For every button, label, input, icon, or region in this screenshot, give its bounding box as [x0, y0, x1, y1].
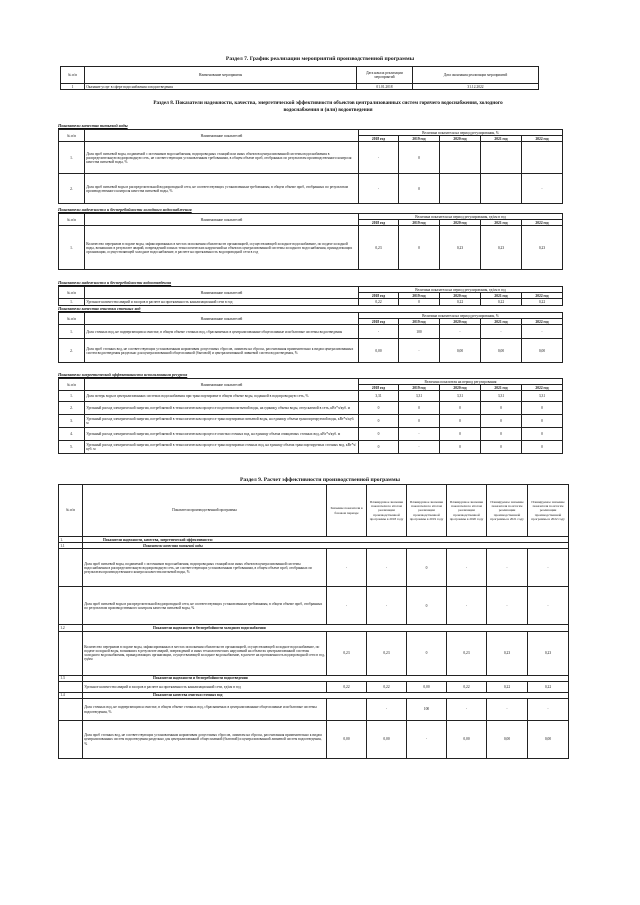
g5-table	[58, 378, 563, 454]
year-header: 2021 год	[481, 220, 522, 226]
section7-title: Раздел 7. График реализации мероприятий производственной программы	[225, 56, 415, 62]
year-header: 2022 год	[522, 293, 563, 299]
value-cell	[440, 142, 481, 174]
s9-value: -	[528, 587, 569, 625]
s9-row-text: Доля проб питьевой воды, подаваемой с источников водоснабжения, водопроводных станций или иных объектов централизованной системы водоснабжения в распределительную водопроводную сеть, не соответствующих установленным требованиям, в общем объеме проб, отобранных по результатам производственного контроля качества питьевой воды, %	[83, 549, 327, 587]
row-text: Удельное количество аварий и засоров в расчете на протяженность канализационной сети в год	[85, 299, 359, 305]
s9-head-base: Значение показателя в базовом периоде	[327, 485, 367, 537]
s7-head-name: Наименование мероприятия	[85, 67, 357, 84]
s9-value: -	[487, 549, 528, 587]
row-text: Доля потерь воды в централизованных системах водоснабжения при транспортировке в общем объеме воды, поданной в водопроводную сеть, %	[85, 391, 359, 402]
s9-group-num: 1.2	[59, 625, 83, 631]
s9-value: 0,00	[327, 721, 367, 759]
s9-value: 0,22	[447, 681, 487, 692]
section9-table	[58, 484, 569, 759]
value-cell: 3,31	[440, 391, 481, 402]
s9-group-num: 1.3	[59, 675, 83, 681]
value-cell: 0	[440, 402, 481, 415]
row-num: 4.	[59, 428, 85, 441]
value-cell: 0	[359, 415, 399, 428]
s9-value: 0,00	[487, 721, 528, 759]
g3-table	[58, 286, 563, 306]
s9-value: 0	[407, 631, 447, 675]
year-header: 2019 год	[399, 220, 440, 226]
value-cell: 0	[522, 428, 563, 441]
s9-value: -	[447, 699, 487, 721]
value-cell: 0	[359, 441, 399, 454]
s7-head-num: № п/п	[61, 67, 85, 84]
s9-value: -	[407, 721, 447, 759]
g4-subtitle: Показатели качества очистки сточных вод	[58, 306, 141, 311]
year-header: 2020 год	[440, 319, 481, 325]
value-cell: 0,00	[359, 339, 399, 363]
value-cell: 0,23	[440, 226, 481, 270]
value-cell: 0	[481, 441, 522, 454]
value-cell: 0	[481, 415, 522, 428]
s9-row-text: Доля проб сточных вод, не соответствующих установленным нормативам допустимых сбросов, лимитам на сбросы, рассчитанная применительно к видам централизованных систем водоотведения раздельно для централизованной общесплавной (бытовой) и централизованной ливневой систем водоотведения, %	[83, 721, 327, 759]
row-num: 1.	[59, 391, 85, 402]
g3-subtitle: Показатели надежности и бесперебойности водоотведения	[58, 280, 172, 285]
g1-subtitle: Показатели качества питьевой воды	[58, 123, 128, 128]
row-text: Удельный расход электрической энергии, потребляемой в технологическом процессе подготовки питьевой воды, на единицу объема воды, отпускаемой в сеть, кВт*ч/куб. м	[85, 402, 359, 415]
row-text: Количество перерывов в подаче воды, зафиксированных в местах исполнения обязательств организацией, осуществляющей холодное водоснабжение, по подаче холодной воды, возникших в результате аварий, повреждений и иных технологических нарушений на объектах централизованной системы холодного водоснабжения, принадлежащих организации, осуществляющей холодное водоснабжение, в расчете на протяженность водопроводной сети в год	[85, 226, 359, 270]
row-text: Удельный расход электрической энергии, потребляемой в технологическом процессе транспортировки сточных вод, на единицу объема транспортируемых сточных вод, кВт*ч/куб. м	[85, 441, 359, 454]
g2-table	[58, 213, 563, 270]
year-header: 2018 год	[359, 136, 399, 142]
s9-group-num: 1.	[59, 537, 83, 543]
s9-num	[59, 681, 83, 692]
value-cell: 0,00	[481, 339, 522, 363]
value-cell: 0	[522, 402, 563, 415]
value-cell: -	[399, 339, 440, 363]
row-text: Доля проб питьевой воды, подаваемой с источников водоснабжения, водопроводных станций или иных объектов централизованной системы водоснабжения в распределительную водопроводную сеть, не соответствующих установленным требованиям, в общем объеме проб, отобранных по результатам производственного контроля качества питьевой воды, %	[85, 142, 359, 174]
s9-value: 0,22	[528, 681, 569, 692]
period-header: Величина показателя на период регулирования, ед/км в год	[359, 214, 563, 220]
value-cell: 0	[399, 299, 440, 305]
value-cell: -	[522, 325, 563, 339]
year-header: 2022 год	[522, 319, 563, 325]
value-cell: 0	[399, 415, 440, 428]
s9-value: 0,23	[528, 631, 569, 675]
value-cell: 0	[440, 415, 481, 428]
s9-value: -	[367, 549, 407, 587]
year-header: 2020 год	[440, 385, 481, 391]
value-cell: 0,00	[522, 339, 563, 363]
value-cell: 0,00	[440, 339, 481, 363]
s9-value: 0,22	[487, 681, 528, 692]
period-header: Величина показателя на период регулирования, %	[359, 130, 563, 136]
s7-cell: Оказание услуг в сфере водоснабжения и водоотведения	[85, 84, 357, 90]
g2-subtitle: Показатели надежности и бесперебойности холодного водоснабжения	[58, 207, 192, 212]
s9-value: 0,23	[367, 631, 407, 675]
row-num: 2.	[59, 339, 85, 363]
s9-value: -	[327, 549, 367, 587]
value-cell: 3,31	[522, 391, 563, 402]
g4-table	[58, 312, 563, 363]
value-cell: 0,23	[481, 226, 522, 270]
s9-value: -	[487, 587, 528, 625]
value-cell: 0	[359, 402, 399, 415]
row-text: Удельный расход электрической энергии, потребляемой в технологическом процессе очистки сточных вод, на единицу объема очищаемых сточных вод, кВт*ч/куб. м	[85, 428, 359, 441]
row-num: 3.	[59, 415, 85, 428]
period-header: Величина показателя на период регулирования, ед/км в год	[359, 287, 563, 293]
year-header: 2021 год	[481, 319, 522, 325]
s9-head-plan: Планируемое значение показателя по итогам реализации производственной программы в 2021 году	[487, 485, 528, 537]
value-cell: 0	[399, 226, 440, 270]
s9-head-plan: Планируемое значение показателя по итогам реализации производственной программы в 2019 году	[407, 485, 447, 537]
value-cell: 0	[399, 142, 440, 174]
s9-group-title: Показатели надежности и бесперебойности холодного водоснабжения	[83, 625, 569, 631]
s9-value: 0,00	[528, 721, 569, 759]
year-header: 2019 год	[399, 136, 440, 142]
s9-value: 0,00	[447, 721, 487, 759]
year-header: 2020 год	[440, 136, 481, 142]
value-cell	[440, 174, 481, 204]
value-cell: 0,22	[481, 299, 522, 305]
s9-num	[59, 721, 83, 759]
value-cell: -	[359, 174, 399, 204]
year-header: 2018 год	[359, 385, 399, 391]
row-num: 2.	[59, 174, 85, 204]
year-header: 2018 год	[359, 319, 399, 325]
value-cell	[481, 174, 522, 204]
g1-table	[58, 129, 563, 204]
year-header: 2021 год	[481, 293, 522, 299]
year-header: 2022 год	[522, 136, 563, 142]
value-cell: 0	[440, 428, 481, 441]
num-header: № п/п	[59, 379, 85, 391]
year-header: 2019 год	[399, 293, 440, 299]
value-cell: 0,22	[522, 299, 563, 305]
row-num: 5.	[59, 441, 85, 454]
year-header: 2022 год	[522, 220, 563, 226]
value-cell	[522, 142, 563, 174]
value-cell: 0	[399, 174, 440, 204]
s9-value: 0,22	[367, 681, 407, 692]
s7-cell: 31.12.2022	[413, 84, 539, 90]
value-cell: 3,31	[481, 391, 522, 402]
value-cell	[481, 142, 522, 174]
value-cell: 0	[359, 428, 399, 441]
s9-row-text: Доля сточных вод, не подвергающихся очистке, в общем объеме сточных вод, сбрасываемых в централизованные общесплавные или бытовые системы водоотведения, %	[83, 699, 327, 721]
s9-value: 0,23	[447, 631, 487, 675]
s9-head-plan: Планируемое значение показателя по итогам реализации производственной программы в 2018 году	[367, 485, 407, 537]
value-cell: -	[399, 428, 440, 441]
value-cell: 0	[399, 402, 440, 415]
s9-value: 100	[407, 699, 447, 721]
s9-row-text: Удельное количество аварий и засоров в расчете на протяженность канализационной сети, ед/км в год	[83, 681, 327, 692]
s9-row-text: Доля проб питьевой воды в распределительной водопроводной сети, не соответствующих установленным требованиям, в общем объеме проб, отобранных по результатам производственного контроля качества питьевой воды, %	[83, 587, 327, 625]
name-header: Наименование показателей	[85, 214, 359, 226]
row-text: Доля проб питьевой воды в распределительной водопроводной сети, не соответствующих установленным требованиям, в общем объеме проб, отобранных по результатам производственного контроля качества питьевой воды, %	[85, 174, 359, 204]
name-header: Наименование показателей	[85, 313, 359, 325]
value-cell: -	[522, 174, 563, 204]
s9-value: -	[447, 587, 487, 625]
s9-value: -	[367, 587, 407, 625]
s7-head-start: Дата начала реализации мероприятий	[357, 67, 413, 84]
name-header: Наименование показателей	[85, 379, 359, 391]
row-num: 1.	[59, 226, 85, 270]
s9-group-title: Показатели качества очистки сточных вод	[83, 692, 569, 698]
s9-group-num: 1.1	[59, 543, 83, 549]
year-header: 2020 год	[440, 220, 481, 226]
s9-value: 0,23	[327, 631, 367, 675]
num-header: № п/п	[59, 313, 85, 325]
value-cell: -	[359, 142, 399, 174]
value-cell: 0	[481, 428, 522, 441]
s7-head-end: Дата окончания реализации мероприятий	[413, 67, 539, 84]
s9-value: 0	[407, 587, 447, 625]
s9-group-title: Показатели качества питьевой воды	[83, 543, 569, 549]
row-num: 1.	[59, 142, 85, 174]
year-header: 2018 год	[359, 293, 399, 299]
row-num: 1.	[59, 299, 85, 305]
year-header: 2019 год	[399, 319, 440, 325]
s7-cell: 1	[61, 84, 85, 90]
year-header: 2022 год	[522, 385, 563, 391]
year-header: 2018 год	[359, 220, 399, 226]
year-header: 2021 год	[481, 136, 522, 142]
s9-value: -	[327, 587, 367, 625]
num-header: № п/п	[59, 130, 85, 142]
s9-group-num: 1.4	[59, 692, 83, 698]
value-cell: 3,31	[399, 391, 440, 402]
row-text: Доля проб сточных вод, не соответствующих установленным нормативам допустимых сбросов, лимитам на сбросы, рассчитанная применительно к видам централизованных систем водоотведения раздельно для централизованной общесплавной (бытовой) и централизованной ливневой систем водоотведения, %	[85, 339, 359, 363]
value-cell: 0,22	[359, 299, 399, 305]
value-cell: 0,23	[522, 226, 563, 270]
value-cell: 0	[522, 415, 563, 428]
s9-value: -	[367, 699, 407, 721]
row-text: Доля сточных вод, не подвергающихся очистке, в общем объеме сточных вод, сбрасываемых в централизованные общесплавные или бытовые системы водоотведения	[85, 325, 359, 339]
s9-value: 0,22	[327, 681, 367, 692]
value-cell: 0	[522, 441, 563, 454]
num-header: № п/п	[59, 214, 85, 226]
value-cell: 3,31	[359, 391, 399, 402]
value-cell: -	[359, 325, 399, 339]
name-header: Наименование показателей	[85, 130, 359, 142]
s9-value: 0,23	[487, 631, 528, 675]
s7-cell: 01.01.2018	[357, 84, 413, 90]
value-cell: 100	[399, 325, 440, 339]
value-cell: -	[399, 441, 440, 454]
period-header: Величина показателя на период регулирования	[359, 379, 563, 385]
s9-num	[59, 587, 83, 625]
s9-head-num: № п/п	[59, 485, 83, 537]
value-cell: -	[440, 325, 481, 339]
s9-row-text: Количество перерывов в подаче воды, зафиксированных в местах исполнения обязательств организацией, осуществляющей холодное водоснабжение, по подаче холодной воды, возникших в результате аварий, повреждений и иных технологических нарушений на объектах централизованной системы холодного водоснабжения, принадлежащих организации, осуществляющей холодное водоснабжение, в расчете на протяженность водопроводной сети в год, ед/км	[83, 631, 327, 675]
num-header: № п/п	[59, 287, 85, 299]
name-header: Наименование показателей	[85, 287, 359, 299]
section8-title-line2: водоснабжения и (или) водоотведения	[283, 107, 373, 113]
s9-value: -	[447, 549, 487, 587]
s9-head-plan: Планируемое значение показателя по итогам реализации производственной программы в 2022 году	[528, 485, 569, 537]
s9-value: 0	[407, 549, 447, 587]
s9-group-title: Показатели надежности и бесперебойности водоотведения	[83, 675, 569, 681]
s9-value: -	[487, 699, 528, 721]
s9-num	[59, 549, 83, 587]
s9-value: -	[528, 699, 569, 721]
period-header: Величина показателя на период регулирования, %	[359, 313, 563, 319]
s9-num	[59, 699, 83, 721]
section7-table	[60, 66, 539, 90]
s9-head-plan: Планируемое значение показателя по итогам реализации производственной программы в 2020 году	[447, 485, 487, 537]
row-text: Удельный расход электрической энергии, потребляемой в технологическом процессе транспортировки питьевой воды, на единицу объема транспортируемой воды, кВт*ч/куб. м	[85, 415, 359, 428]
s9-value	[327, 699, 367, 721]
section9-title: Раздел 9. Расчет эффективности производственной программы	[239, 477, 401, 483]
year-header: 2020 год	[440, 293, 481, 299]
year-header: 2021 год	[481, 385, 522, 391]
row-num: 2.	[59, 402, 85, 415]
section8-title-line1: Раздел 8. Показатели надежности, качества, энергетической эффективности объектов централизованных систем горячего водоснабжения, холодного	[153, 100, 503, 106]
value-cell: 0	[440, 441, 481, 454]
s9-value: 0,00	[367, 721, 407, 759]
value-cell: 0,22	[440, 299, 481, 305]
s9-num	[59, 631, 83, 675]
value-cell: 0,23	[359, 226, 399, 270]
value-cell: 0	[481, 402, 522, 415]
value-cell: -	[481, 325, 522, 339]
s9-value: 0,00	[407, 681, 447, 692]
s9-value: -	[528, 549, 569, 587]
s9-head-name: Показатели производственной программы	[83, 485, 327, 537]
g5-subtitle: Показатели энергетической эффективности использования ресурсов	[58, 372, 188, 377]
year-header: 2019 год	[399, 385, 440, 391]
s9-group-title: Показатели надежности, качества, энергетической эффективности:	[83, 537, 569, 543]
row-num: 1.	[59, 325, 85, 339]
